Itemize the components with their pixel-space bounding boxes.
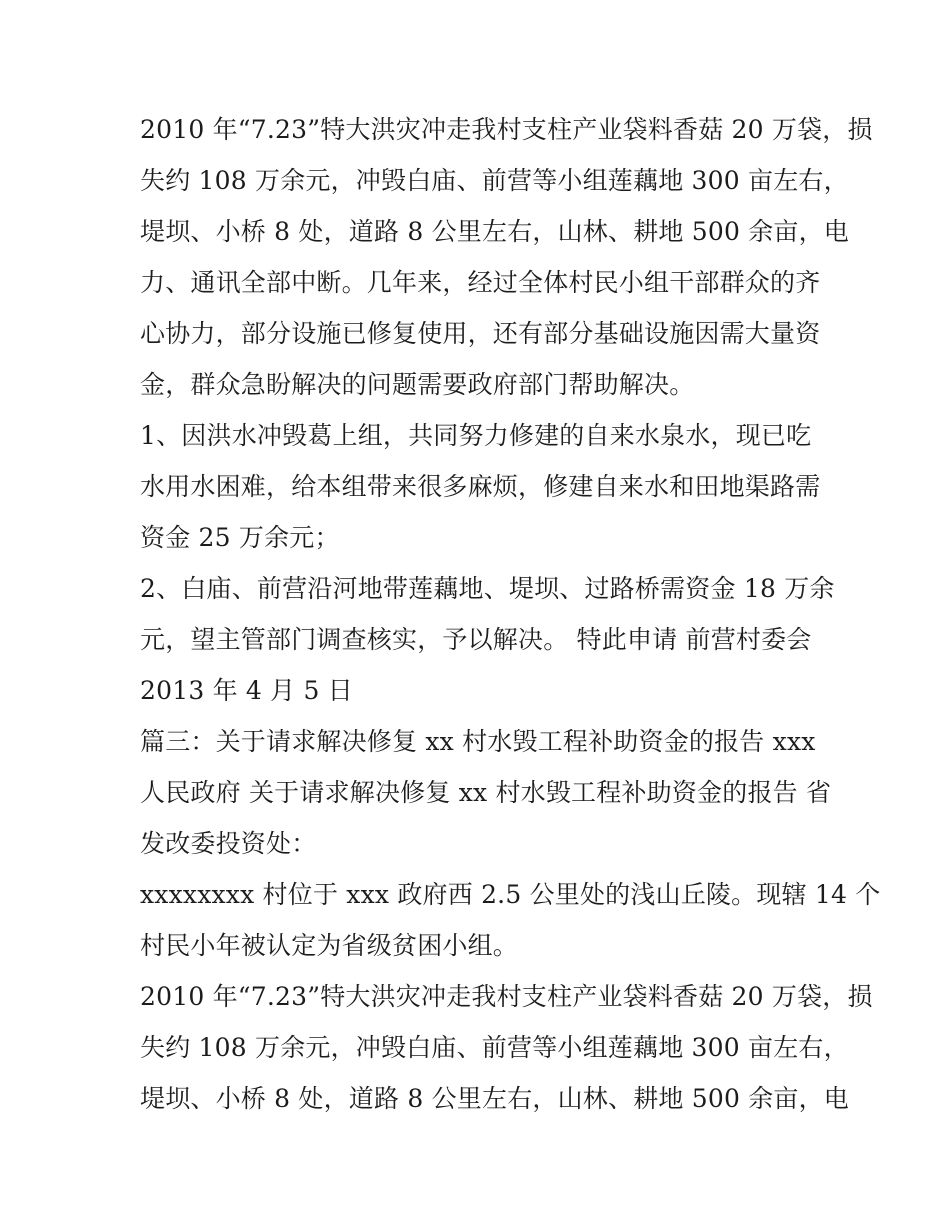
text-line: 失约 108 万余元，冲毁白庙、前营等小组莲藕地 300 亩左右， — [140, 166, 849, 195]
text-line: 资金 25 万余元； — [140, 523, 340, 552]
text-line: 1、因洪水冲毁葛上组，共同努力修建的自来水泉水，现已吃 — [140, 421, 812, 450]
text-line: 金，群众急盼解决的问题需要政府部门帮助解决。 — [140, 370, 695, 399]
text-line: 失约 108 万余元，冲毁白庙、前营等小组莲藕地 300 亩左右， — [140, 1033, 849, 1062]
section-heading: 篇三：关于请求解决修复 xx 村水毁工程补助资金的报告 xxx — [140, 727, 816, 756]
text-line: 村民小年被认定为省级贫困小组。 — [140, 931, 519, 960]
text-line: 2010 年“7.23”特大洪灾冲走我村支柱产业袋料香菇 20 万袋，损 — [140, 115, 873, 144]
text-line: xxxxxxxx 村位于 xxx 政府西 2.5 公里处的浅山丘陵。现辖 14 个 — [140, 880, 881, 909]
text-line: 发改委投资处： — [140, 829, 317, 858]
text-line: 2、白庙、前营沿河地带莲藕地、堤坝、过路桥需资金 18 万余 — [140, 574, 835, 603]
text-line: 人民政府 关于请求解决修复 xx 村水毁工程补助资金的报告 省 — [140, 778, 832, 807]
text-line: 2010 年“7.23”特大洪灾冲走我村支柱产业袋料香菇 20 万袋，损 — [140, 982, 873, 1011]
text-line: 心协力，部分设施已修复使用，还有部分基础设施因需大量资 — [140, 319, 821, 348]
text-line: 元，望主管部门调查核实，予以解决。 特此申请 前营村委会 — [140, 625, 812, 654]
text-line: 堤坝、小桥 8 处，道路 8 公里左右，山林、耕地 500 余亩，电 — [140, 217, 850, 246]
text-line: 堤坝、小桥 8 处，道路 8 公里左右，山林、耕地 500 余亩，电 — [140, 1084, 850, 1113]
text-line: 力、通讯全部中断。几年来，经过全体村民小组干部群众的齐 — [140, 268, 821, 297]
text-line: 水用水困难，给本组带来很多麻烦，修建自来水和田地渠路需 — [140, 472, 821, 501]
date-line: 2013 年 4 月 5 日 — [140, 676, 353, 705]
